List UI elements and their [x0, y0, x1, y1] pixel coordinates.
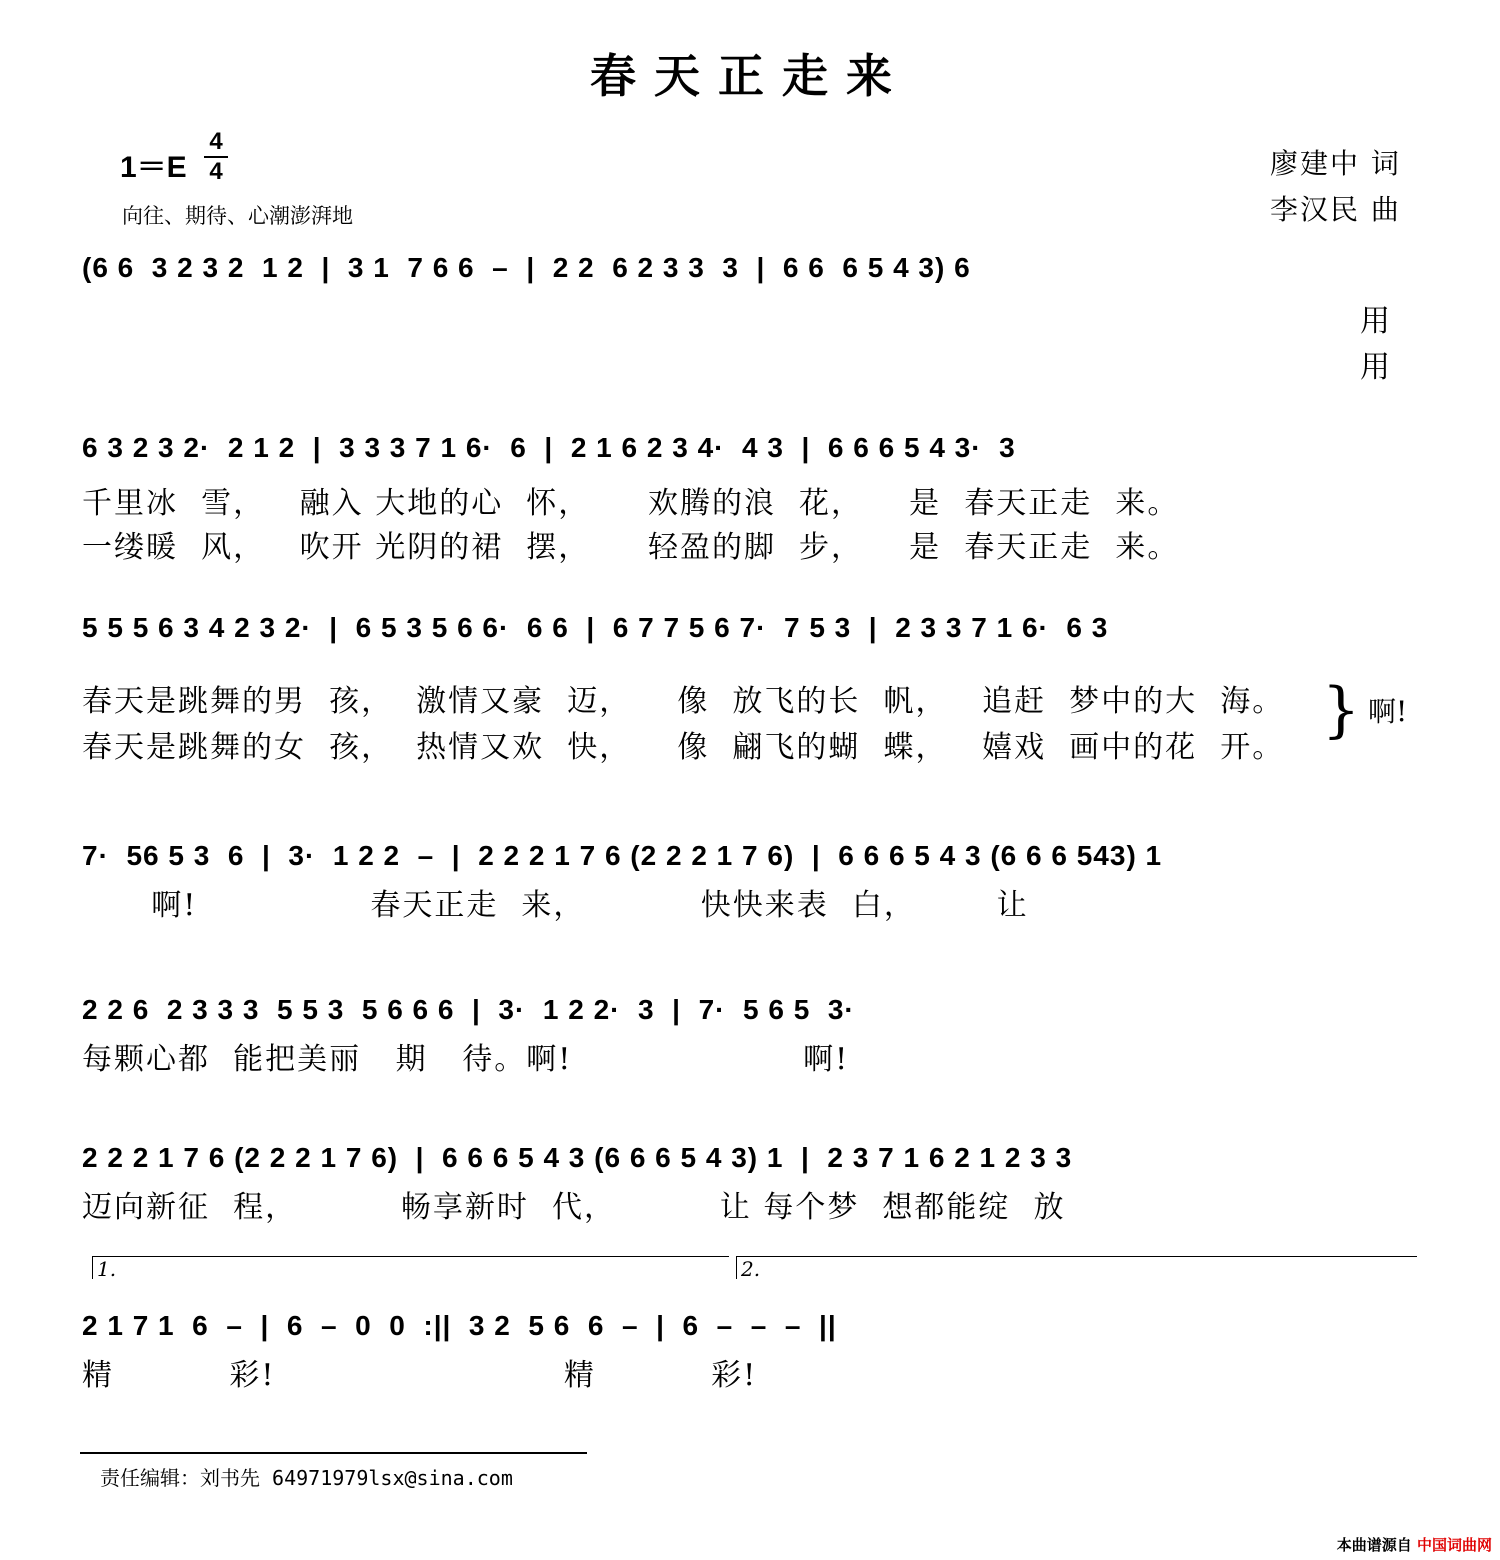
notation-row-1: [82, 238, 1427, 298]
editor-credit: 责任编辑：刘书先 64971979lsx@sina.com: [100, 1466, 513, 1490]
lyric-row-6: 迈向新征 程， 畅享新时 代， 让 每个梦 想都能绽 放: [82, 1190, 1066, 1225]
notes-row-2: 6 3 2 3 2· 2 1 2 | 3 3 3 7 1 6· 6 | 2 1 6 2 3 4· 4 3 | 6 6 6 5 4 3· 3: [82, 432, 1016, 463]
page-title: 春天正走来: [590, 49, 910, 103]
source-watermark: [1337, 1534, 1492, 1555]
notes-row-7: 2 1 7 1 6 – | 6 – 0 0 :|| 3 2 5 6 6 – | 6 – – – ||: [82, 1310, 837, 1341]
lyric-row-4: 啊! 春天正走 来， 快快来表 白， 让: [82, 888, 1029, 923]
notation-row-3: [82, 598, 1427, 658]
notes-row-3: 5 5 5 6 3 4 2 3 2· | 6 5 3 5 6 6· 6 6 | 6 7 7 5 6 7· 7 5 3 | 2 3 3 7 1 6· 6 3: [82, 612, 1109, 643]
lyric-row-3-verse-2: 春天是跳舞的女 孩， 热情又欢 快， 像 翩飞的蝴 蝶， 嬉戏 画中的花 开。: [82, 730, 1285, 765]
source-prefix: 本曲谱源自: [1336, 1536, 1412, 1554]
volta-first-ending: 1.: [92, 1256, 729, 1279]
time-signature-top: 4: [209, 128, 223, 155]
footer-divider: [80, 1452, 587, 1454]
tempo-marking: 向往、期待、心潮澎湃地: [122, 204, 353, 228]
lyric-row-2-verse-2: 一缕暖 风， 吹开 光阴的裙 摆， 轻盈的脚 步， 是 春天正走 来。: [82, 530, 1180, 565]
notes-row-5: 2 2 6 2 3 3 3 5 5 3 5 6 6 6 | 3· 1 2 2· 3 | 7· 5 6 5 3·: [82, 994, 855, 1025]
notation-row-5: [82, 980, 1427, 1040]
volta-second-ending: 2.: [736, 1256, 1417, 1279]
verse-brace: }: [1322, 675, 1361, 745]
notation-row-6: [82, 1128, 1427, 1188]
notation-row-2: [82, 418, 1427, 478]
lyric-row-7: 精 彩! 精 彩!: [82, 1358, 758, 1393]
lyric-pickup-1: 用: [1360, 304, 1390, 339]
notation-row-4: [82, 826, 1427, 886]
composer-credit: 李汉民 曲: [1270, 193, 1401, 226]
key-signature: 1＝E: [120, 151, 187, 184]
source-site: 中国词曲网: [1416, 1536, 1492, 1554]
lyric-row-5: 每颗心都 能把美丽 期 待。啊! 啊!: [82, 1042, 850, 1077]
lyricist-credit: 廖建中 词: [1270, 147, 1401, 180]
time-signature-bottom: 4: [204, 156, 228, 186]
lyric-pickup-2: 用: [1360, 350, 1390, 385]
lyric-row-3-ah: 啊!: [1368, 695, 1408, 728]
lyric-row-3-verse-1: 春天是跳舞的男 孩， 激情又豪 迈， 像 放飞的长 帆， 追赶 梦中的大 海。: [82, 684, 1285, 719]
time-signature: [204, 128, 228, 186]
notes-row-1: (6 6 3 2 3 2 1 2 | 3 1 7 6 6 – | 2 2 6 2 3 3 3 | 6 6 6 5 4 3) 6: [82, 252, 971, 283]
notation-row-7: [82, 1296, 1427, 1356]
notes-row-6: 2 2 2 1 7 6 (2 2 2 1 7 6) | 6 6 6 5 4 3 (6 6 6 5 4 3) 1 | 2 3 7 1 6 2 1 2 3 3: [82, 1142, 1073, 1173]
lyric-row-2-verse-1: 千里冰 雪， 融入 大地的心 怀， 欢腾的浪 花， 是 春天正走 来。: [82, 486, 1180, 521]
notes-row-4: 7· 56 5 3 6 | 3· 1 2 2 – | 2 2 2 1 7 6 (2 2 2 1 7 6) | 6 6 6 5 4 3 (6 6 6 543) 1: [82, 840, 1163, 871]
